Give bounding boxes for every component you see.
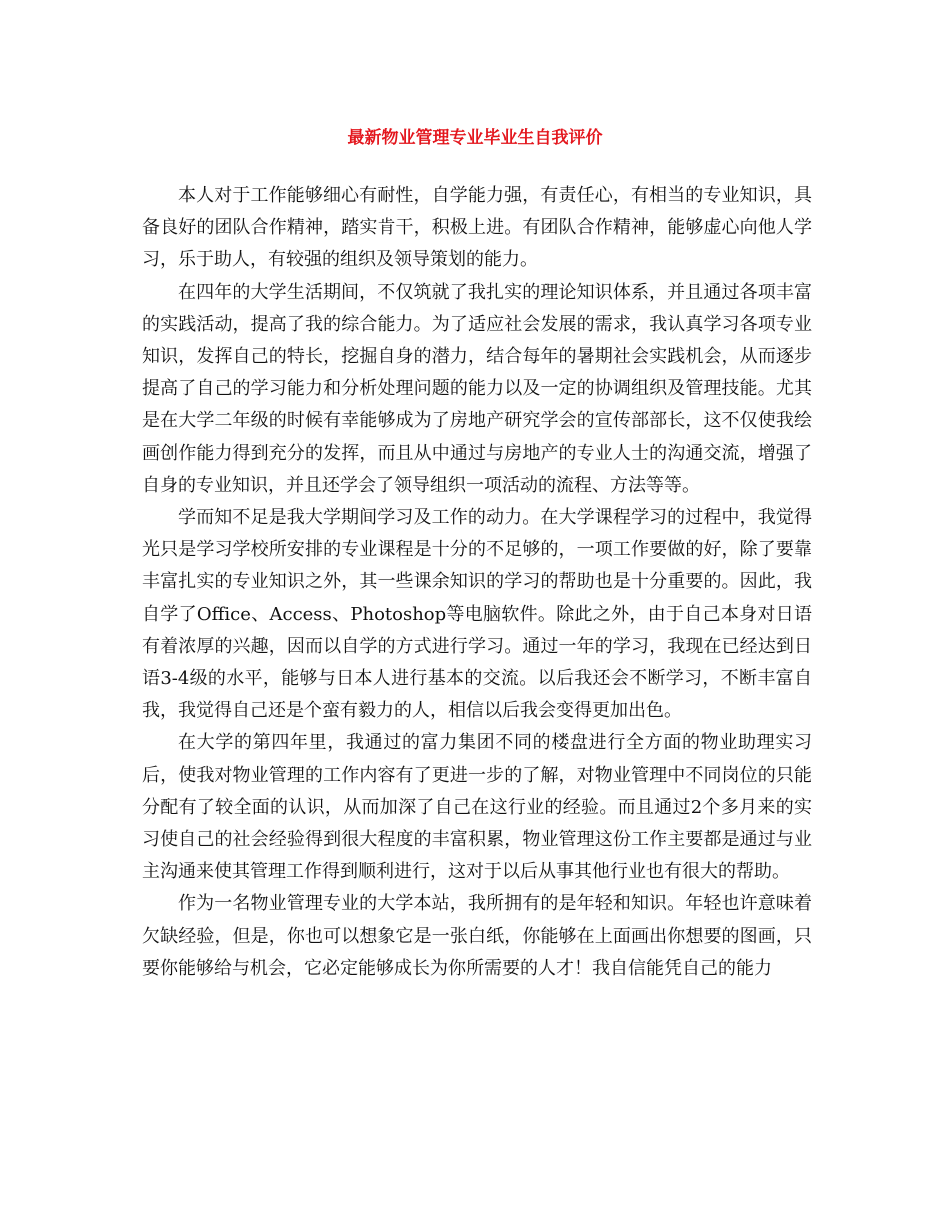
paragraph: 在四年的大学生活期间，不仅筑就了我扎实的理论知识体系，并且通过各项丰富的实践活动，提高了我的综合能力。为了适应社会发展的需求，我认真学习各项专业知识，发挥自己的特长，挖掘自身的潜力，结合每年的暑期社会实践机会，从而逐步提高了自己的学习能力和分析处理问题的能力以及一定的协调组织及管理技能。尤其是在大学二年级的时候有幸能够成为了房地产研究学会的宣传部部长，这不仅使我绘画创作能力得到充分的发挥，而且从中通过与房地产的专业人士的沟通交流，增强了自身的专业知识，并且还学会了领导组织一项活动的流程、方法等等。 [142,281,812,496]
paragraph: 在大学的第四年里，我通过的富力集团不同的楼盘进行全方面的物业助理实习后，使我对物业管理的工作内容有了更进一步的了解，对物业管理中不同岗位的只能分配有了较全面的认识，从而加深了自己在这行业的经验。而且通过2个多月来的实习使自己的社会经验得到很大程度的丰富积累，物业管理这份工作主要都是通过与业主沟通来使其管理工作得到顺利进行，这对于以后从事其他行业也有很大的帮助。 [142,732,812,883]
paragraph: 学而知不足是我大学期间学习及工作的动力。在大学课程学习的过程中，我觉得光只是学习学校所安排的专业课程是十分的不足够的，一项工作要做的好，除了要靠丰富扎实的专业知识之外，其一些课余知识的学习的帮助也是十分重要的。因此，我自学了Office、Access、Photoshop等电脑软件。除此之外，由于自己本身对日语有着浓厚的兴趣，因而以自学的方式进行学习。通过一年的学习，我现在已经达到日语3-4级的水平，能够与日本人进行基本的交流。以后我还会不断学习，不断丰富自我，我觉得自己还是个蛮有毅力的人，相信以后我会变得更加出色。 [142,507,812,722]
document-body [142,180,812,985]
paragraph: 本人对于工作能够细心有耐性，自学能力强，有责任心，有相当的专业知识，具备良好的团队合作精神，踏实肯干，积极上进。有团队合作精神，能够虚心向他人学习，乐于助人，有较强的组织及领导策划的能力。 [142,185,812,271]
paragraph: 作为一名物业管理专业的大学本站，我所拥有的是年轻和知识。年轻也许意味着欠缺经验，但是，你也可以想象它是一张白纸，你能够在上面画出你想要的图画，只要你能够给与机会，它必定能够成长为你所需要的人才！我自信能凭自己的能力 [142,893,812,979]
document-title: 最新物业管理专业毕业生自我评价 [347,128,603,148]
